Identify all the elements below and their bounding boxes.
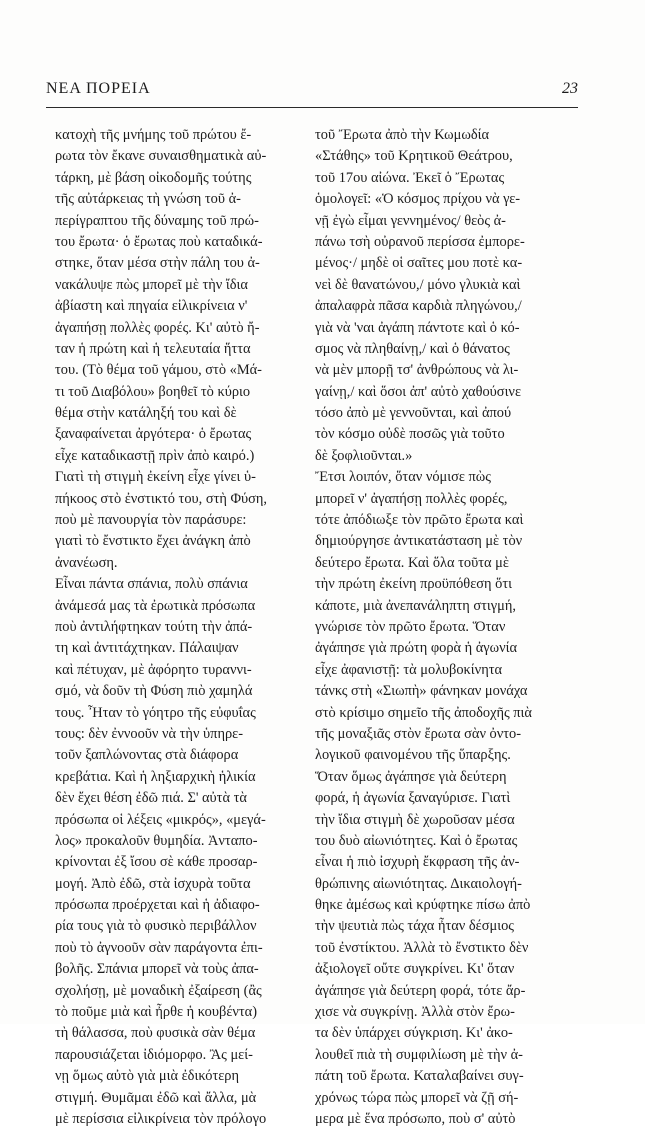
left-column-line: θέμα στὴν κατάληξή του καὶ δὲ — [55, 405, 237, 422]
right-column-line: γιὰ νὰ 'ναι ἀγάπη πάντοτε καὶ ὁ κό- — [315, 319, 520, 336]
left-column-line: τὴ θάλασσα, ποὺ φυσικὰ σὰν θέμα — [55, 1025, 256, 1042]
left-column-line: εἶχε καταδικαστῇ πρὶν ἀπὸ καιρό.) — [55, 447, 255, 464]
right-column-line: τοῦ Ἔρωτα ἀπὸ τὴν Κωμωδία — [315, 127, 490, 143]
right-column-line: μπορεῖ ν' ἀγαπήσῃ πολλὲς φορές, — [315, 490, 508, 507]
right-column-line: πάνω τσὴ οὐρανοῦ περίσσα ἐμπορε- — [315, 233, 525, 250]
right-column-line: δεύτερο ἔρωτα. Καὶ ὅλα τοῦτα μὲ — [315, 554, 509, 571]
right-column-line: στὸ κρίσιμο σημεῖο τῆς ἀποδοχῆς πιὰ — [315, 704, 532, 721]
right-column-line: χισε νὰ συγκρίνῃ. Ἀλλὰ στὸν ἔρω- — [315, 1004, 515, 1021]
right-column-line: κάποτε, μιὰ ἀνεπανάληπτη στιγμή, — [315, 597, 516, 614]
left-text-column — [55, 125, 303, 1130]
left-column-line: τους: δὲν ἐννοοῦν νὰ τὴν ὑπηρε- — [55, 725, 243, 742]
left-column-line: κρίνονται ἐξ ἴσου σὲ κάθε προσαρ- — [55, 854, 258, 871]
left-column-line: ποὺ μὲ πανουργία τὸν παράσυρε: — [55, 512, 247, 529]
left-column-line: του ἔρωτα· ὁ ἔρωτας ποὺ καταδικά- — [55, 233, 263, 250]
left-column-line: τη καὶ ἀντιτάχτηκαν. Πάλαιψαν — [55, 640, 239, 657]
left-column-line: ποὺ τὸ ἀγνοοῦν σὰν παράγοντα ἐπι- — [55, 939, 263, 956]
left-column-line: περίγραπτου τῆς δύναμης τοῦ πρώ- — [55, 212, 259, 229]
left-column-line: δὲν ἔχει θέση ἐδῶ πιά. Σ' αὐτὰ τὰ — [55, 790, 247, 807]
right-column-line: χρόνως τώρα πὼς μπορεῖ νὰ ζῇ σή- — [315, 1089, 519, 1106]
right-column-line: μερα μὲ ἕνα πρόσωπο, ποὺ σ' αὐτὸ — [315, 1110, 516, 1127]
right-column-line: του δυὸ αἰωνιότητες. Καὶ ὁ ἔρωτας — [315, 832, 518, 849]
left-column-line: πρόσωπα προέρχεται καὶ ἡ ἀδιαφο- — [55, 897, 260, 914]
left-column-line: καὶ πέτυχαν, μὲ ἀφόρητο τυραννι- — [55, 661, 252, 678]
right-column-line: μένος·/ μηδὲ οἱ σαῖτες μου ποτὲ κα- — [315, 255, 523, 272]
left-column-line: ρωτα τὸν ἔκανε συναισθηματικὰ αὐ- — [55, 148, 267, 165]
right-column-line: τοῦ ἐνστίκτου. Ἀλλὰ τὸ ἔνστικτο δὲν — [315, 939, 529, 956]
left-column-line: πήκοος στὸ ἐνστικτό του, στὴ Φύση, — [55, 490, 268, 507]
left-column-line: σχολήσῃ, μὲ μοναδικὴ ἐξαίρεση (ἂς — [55, 982, 262, 999]
right-column-line: φορά, ἡ ἀγωνία ξαναγύρισε. Γιατὶ — [315, 790, 511, 807]
right-column-line: ἀγάπησε γιὰ δεύτερη φορά, τότε ἄρ- — [315, 982, 526, 999]
right-column-line: θρώπινης αἰωνιότητας. Δικαιολογή- — [315, 875, 522, 892]
left-column-line: ἀβίαστη καὶ πηγαία εἰλικρίνεια ν' — [55, 298, 248, 315]
right-column-line: νὰ μὲν μπορῇ τσ' ἀνθρώπους νὰ λι- — [315, 362, 519, 379]
left-column-line: του. (Τὸ θέμα τοῦ γάμου, στὸ «Μά- — [55, 362, 262, 379]
right-column-line: τότε ἀπόδιωξε τὸν πρῶτο ἔρωτα καὶ — [315, 512, 524, 529]
right-column-line: τα δὲν ὑπάρχει σύγκριση. Κι' ἀκο- — [315, 1025, 513, 1042]
right-column-line: ἀξιολογεῖ οὔτε συγκρίνει. Κι' ὅταν — [315, 961, 515, 978]
right-column-line: τὴν ψευτιὰ πὼς τάχα ἦταν δέσμιος — [315, 918, 514, 935]
right-text-column — [315, 125, 563, 1130]
right-column-line: γαίνῃ,/ καὶ ὅσοι ἀπ' αὐτὸ χαθούσινε — [315, 383, 521, 400]
left-column-line: τους. Ἦταν τὸ γόητρο τῆς εὐφυΐας — [55, 704, 256, 721]
left-column-line: Γιατὶ τὴ στιγμὴ ἐκείνη εἶχε γίνει ὑ- — [55, 469, 256, 486]
left-column-line: σμό, νὰ δοῦν τὴ Φύση πιὸ χαμηλά — [55, 683, 253, 700]
left-column-line: ἀνάμεσά μας τὰ ἐρωτικὰ πρόσωπα — [55, 597, 256, 614]
left-column-line: τοῦν ξαπλώνοντας στὰ διάφορα — [55, 747, 239, 764]
right-column-line: τὴν πρώτη ἐκείνη προϋπόθεση ὅτι — [315, 576, 512, 593]
left-column-line: ταν ἡ πρώτη καὶ ἡ τελευταία ἥττα — [55, 340, 251, 357]
right-column-line: νεὶ δὲ θανατώνου,/ μόνο γλυκιὰ καὶ — [315, 276, 521, 293]
header-rule — [46, 107, 578, 108]
left-column-line: Εἶναι πάντα σπάνια, πολὺ σπάνια — [55, 576, 248, 593]
left-column-line: τὸ ποῦμε μιὰ καὶ ἦρθε ἡ κουβέντα) — [55, 1004, 257, 1021]
right-column-line: λουθεῖ πιὰ τὴ συμφιλίωση μὲ τὴν ἀ- — [315, 1046, 523, 1063]
left-column-line: λος» προκαλοῦν θυμηδία. Ἀνταπο- — [55, 832, 258, 849]
left-column-line: πρόσωπα οἱ λέξεις «μικρός», «μεγά- — [55, 811, 266, 828]
left-column-line: κατοχὴ τῆς μνήμης τοῦ πρώτου ἔ- — [55, 127, 252, 143]
right-column-line: τάνκς στὴ «Σιωπὴ» φάνηκαν μονάχα — [315, 683, 528, 700]
left-column-line: στιγμή. Θυμᾶμαι ἐδῶ καὶ ἄλλα, μὰ — [55, 1089, 257, 1106]
left-column-line: μογή. Ἀπὸ ἐδῶ, στὰ ἰσχυρὰ τοῦτα — [55, 875, 251, 892]
left-column-line: στηκε, ὅταν μέσα στὴν πάλη του ἀ- — [55, 255, 260, 272]
left-column-line: μὲ περίσσια εἰλικρίνεια τὸν πρόλογο — [55, 1110, 267, 1127]
left-column-line: κρεβάτια. Καὶ ἡ ληξιαρχικὴ ἡλικία — [55, 768, 256, 785]
right-column-line: πάτη τοῦ ἔρωτα. Καταλαβαίνει συγ- — [315, 1068, 524, 1085]
left-column-line: τῆς αὐτάρκειας τὴ γνώση τοῦ ἀ- — [55, 191, 241, 208]
left-column-line: βολῆς. Σπάνια μπορεῖ νὰ τοὺς ἀπα- — [55, 961, 259, 978]
left-column-line: νακάλυψε πὼς μπορεῖ μὲ τὴν ἴδια — [55, 276, 248, 293]
left-column-line: ξαναφαίνεται ἀργότερα· ὁ ἔρωτας — [55, 426, 252, 443]
left-column-line: γιατὶ τὸ ἔνστικτο ἔχει ἀνάγκη ἀπὸ — [55, 533, 251, 550]
right-column-line: ἀγάπησε γιὰ πρώτη φορὰ ἡ ἀγωνία — [315, 640, 518, 657]
right-column-line: τῆς μοναξιᾶς στὸν ἔρωτα σὰν ὀντο- — [315, 725, 522, 742]
right-column-line: δημιούργησε ἀντικατάσταση μὲ τὸν — [315, 533, 523, 550]
right-column-line: τὸν κόσμο οὐδὲ ποσῶς γιὰ τοῦτο — [315, 426, 505, 443]
right-column-line: Ὅταν ὅμως ἀγάπησε γιὰ δεύτερη — [315, 768, 507, 785]
right-column-line: τὴν ἴδια στιγμὴ δὲ χωροῦσαν μέσα — [315, 811, 515, 828]
right-column-line: δὲ ξοφλιοῦνται.» — [315, 447, 413, 464]
left-column-line: ποὺ ἀντιλήφτηκαν τούτη τὴν ἀπά- — [55, 618, 253, 635]
left-column-line: νῃ ὅμως αὐτὸ γιὰ μιὰ ἐδικότερη — [55, 1068, 240, 1085]
right-column-line: «Στάθης» τοῦ Κρητικοῦ Θεάτρου, — [315, 148, 513, 165]
journal-title: ΝΕΑ ΠΟΡΕΙΑ — [46, 80, 151, 97]
right-column-line: νῇ ἐγὼ εἶμαι γεννημένος/ θεὸς ἀ- — [315, 212, 506, 229]
right-column-line: ὁμολογεῖ: «Ὁ κόσμος πρίχου νὰ γε- — [315, 191, 521, 208]
right-column-line: λογικοῦ φαινομένου τῆς ὕπαρξης. — [315, 747, 511, 764]
right-column-line: ἀπαλαφρὰ πᾶσα καρδιὰ πληγώνου,/ — [315, 298, 522, 315]
right-column-line: θηκε ἀμέσως καὶ κρύφτηκε πίσω ἀπὸ — [315, 897, 531, 914]
right-column-line: εἶχε ἀφανιστῇ: τὰ μολυβοκίνητα — [315, 661, 503, 678]
right-column-line: σμος νὰ πληθαίνῃ,/ καὶ ὁ θάνατος — [315, 340, 510, 357]
left-column-line: ἀγαπήσῃ πολλὲς φορές. Κι' αὐτὸ ἤ- — [55, 319, 260, 336]
right-column-line: τόσο ἀπὸ μὲ γεννοῦνται, καὶ ἀπού — [315, 405, 512, 422]
right-column-line: εἶναι ἡ πιὸ ἰσχυρὴ ἔκφραση τῆς ἀν- — [315, 854, 520, 871]
running-header — [46, 80, 578, 102]
left-column-line: ρία τους γιὰ τὸ φυσικὸ περιβάλλον — [55, 918, 257, 935]
right-column-line: γνώρισε τὸν πρῶτο ἔρωτα. Ὅταν — [315, 618, 506, 635]
right-column-line: τοῦ 17ου αἰώνα. Ἐκεῖ ὁ Ἔρωτας — [315, 169, 505, 186]
left-column-line: τάρκη, μὲ βάση οἰκοδομῆς τούτης — [55, 169, 252, 186]
left-column-line: ἀνανέωση. — [55, 554, 118, 571]
right-column-line: Ἔτσι λοιπόν, ὅταν νόμισε πὼς — [315, 469, 491, 486]
left-column-line: παρουσιάζεται ἰδιόμορφο. Ἂς μεί- — [55, 1046, 253, 1063]
page-number: 23 — [562, 80, 578, 97]
left-column-line: τι τοῦ Διαβόλου» βοηθεῖ τὸ κύριο — [55, 383, 251, 400]
